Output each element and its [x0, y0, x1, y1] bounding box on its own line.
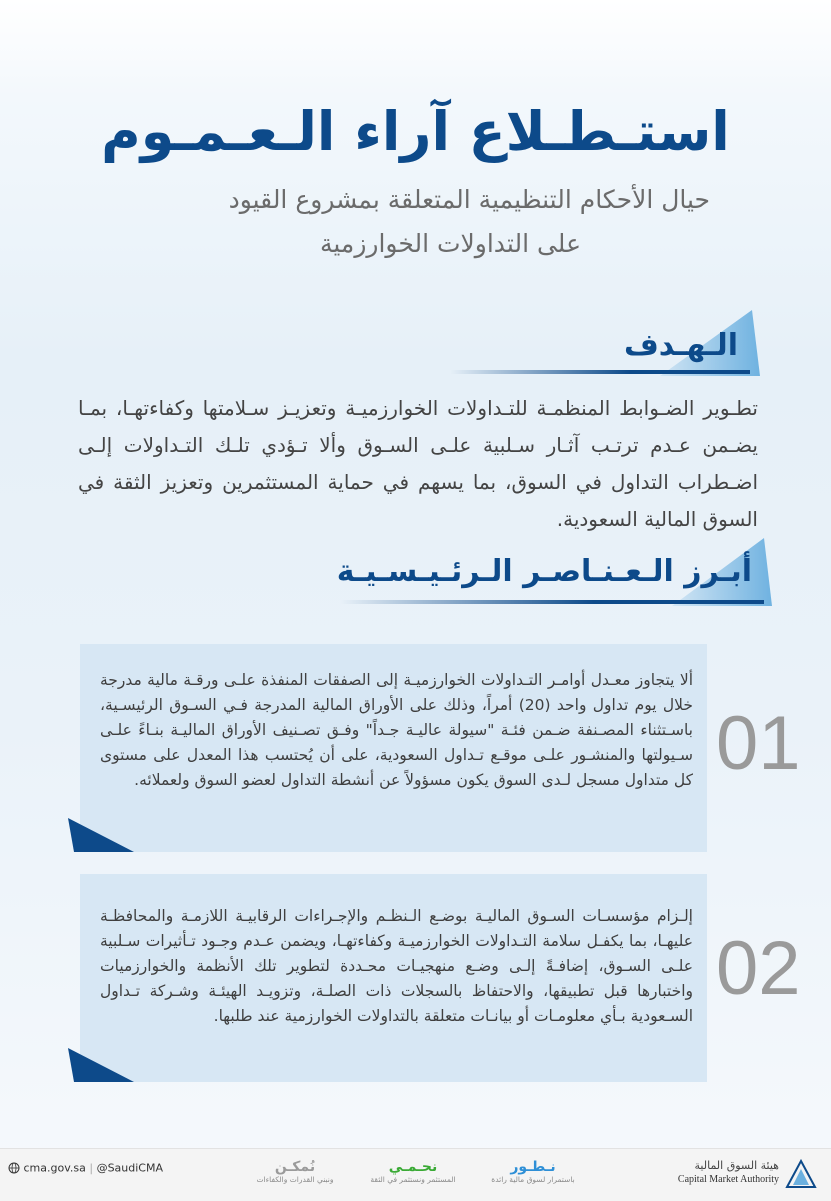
globe-icon [8, 1162, 20, 1174]
element-number: 02 [716, 926, 801, 1011]
footer-bar [0, 1148, 831, 1201]
footer-tagline-protect: نحـمـي المستثمر ونستثمر في الثقة [370, 1159, 456, 1184]
page-subtitle-line2: على التداولات الخوارزمية [319, 229, 581, 258]
footer-org-name: هيئة السوق المالية Capital Market Authority [677, 1159, 779, 1185]
element-text: ألا يتجاوز معـدل أوامـر التـداولات الخوارزميـة إلى الصفقات المنفذة علـى ورقـة مالية مدرجة خلال يوم تداول واحد (20) أمراً، وذلك على الأوراق المالية المدرجة فـي السـوق الرئيسـية، باسـتثناء المصـنفة ضـمن فئـة "سيولة عاليـة جـداً" وفـق تصـنيف الأوراق الماليـة بنـاءً علـى سـيولتها والمنشـور علـى موقـع تـداول السعودية، على أن يُحتسب هذا المعدل على مستوى كل متداول مسجل لـدى السوق يكون مسؤولاً عن أنشطة التداول لعضو السوق ولعملائه. [100, 671, 693, 789]
cma-logo-icon [785, 1159, 817, 1189]
heading-underline [340, 600, 764, 604]
footer-social-handle[interactable]: @SaudiCMA [96, 1161, 163, 1175]
card-corner-accent [68, 1048, 134, 1082]
goal-heading-block [450, 310, 760, 380]
element-card-2 [80, 874, 707, 1082]
footer-divider: | [89, 1161, 94, 1175]
footer-website-link[interactable]: cma.gov.sa [23, 1161, 86, 1175]
goal-heading: الـهـدف [623, 328, 738, 363]
heading-underline [450, 370, 750, 374]
elements-heading-block [336, 538, 772, 610]
footer-tagline-enable: نُمكـن ونبني القدرات والكفاءات [256, 1159, 334, 1184]
goal-text: تطـوير الضـوابط المنظمـة للتـداولات الخوارزميـة وتعزيـز سـلامتها وكفاءتهـا، بمـا يضـمن عـدم ترتـب آثـار سـلبية علـى السـوق وألا تـؤدي تلـك التـداولات إلـى اضـطراب التداول في السوق، بما يسهم في حماية المستثمرين وتعزيز الثقة في السوق المالية السعودية. [78, 396, 758, 531]
page-title: استـطـلاع آراء الـعـمـوم [101, 100, 730, 163]
element-number: 01 [716, 701, 801, 786]
footer-contact [8, 1161, 163, 1175]
card-corner-accent [68, 818, 134, 852]
page-subtitle-line1: حيال الأحكام التنظيمية المتعلقة بمشروع القيود [228, 185, 710, 214]
element-card-1 [80, 644, 707, 852]
element-text: إلـزام مؤسسـات السـوق الماليـة بوضـع الـنظـم والإجـراءات الرقابيـة اللازمـة والمحافظـة عليهـا، بما يكفـل سلامة التـداولات الخوارزميـة وكفاءتهـا، ويضمن عـدم وجـود تـأثيرات سـلبية علـى السـوق، إضافـةً إلـى وضـع منهجيـات محـددة لتطوير تلك الأنظمة والخوارزميات واختبارها قبل تطبيقها، والاحتفاظ بالسجلات ذات الصلـة، وتزويـد الهيئـة وشـركة تـداول السـعودية بـأي معلومـات أو بيانـات متعلقة بالتداولات الخوارزمية عند طلبها. [100, 907, 693, 1025]
footer-tagline-develop: نـطـور باستمرار لسوق مالية رائدة [491, 1159, 575, 1184]
elements-heading: أبـرز الـعـنـاصـر الـرئـيـسـيـة [336, 554, 752, 589]
